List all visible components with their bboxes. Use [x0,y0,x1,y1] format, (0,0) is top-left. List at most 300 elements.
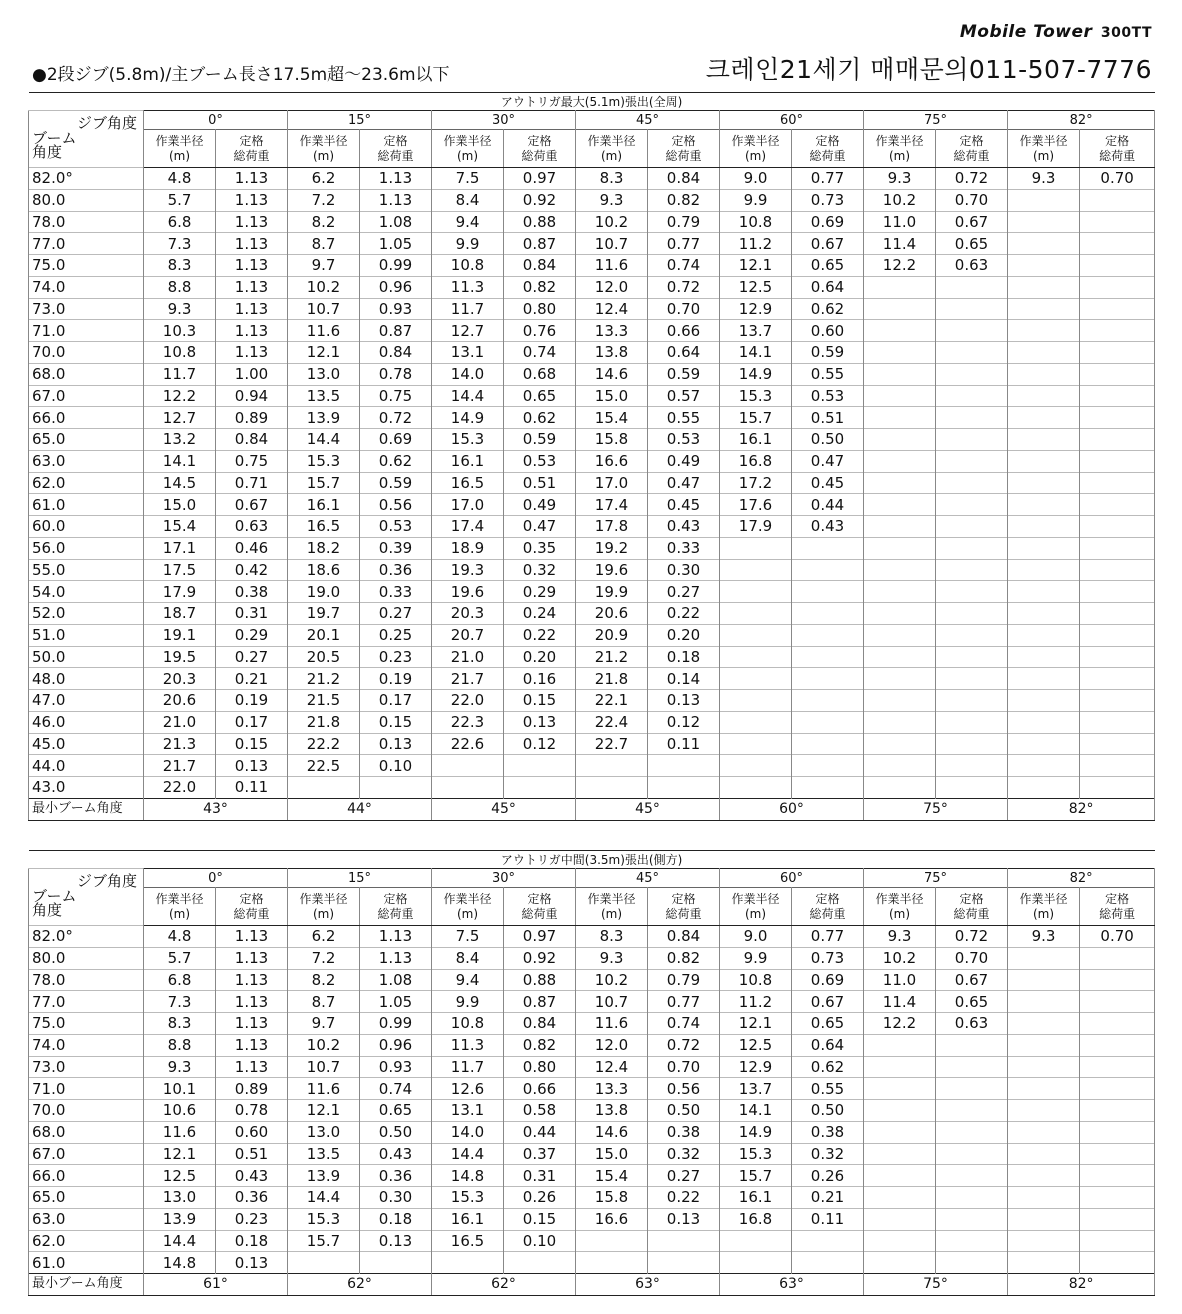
radius-cell: 9.3 [576,947,648,969]
load-cell: 1.13 [216,276,288,298]
radius-cell: 15.3 [432,429,504,451]
table-caption: アウトリガ最大(5.1m)張出(全周) [29,93,1155,111]
load-header: 定格 総荷重 [648,888,720,926]
radius-cell [1008,494,1080,516]
min-boom-angle-row [29,1274,1155,1296]
load-cell [1080,189,1155,211]
load-cell: 0.74 [504,342,576,364]
radius-cell: 10.7 [576,991,648,1013]
radius-cell: 21.7 [432,668,504,690]
contact-text: 크레인21세기 매매문의011-507-7776 [705,55,1152,84]
table-row [29,1143,1155,1165]
load-cell: 1.13 [360,947,432,969]
load-cell: 1.13 [216,926,288,948]
radius-cell [1008,233,1080,255]
load-cell: 0.43 [792,516,864,538]
load-cell: 1.13 [360,189,432,211]
load-cell: 0.55 [648,407,720,429]
boom-angle-cell: 73.0 [29,298,144,320]
table-row [29,407,1155,429]
radius-cell [1008,711,1080,733]
radius-cell: 12.2 [864,1013,936,1035]
radius-cell: 19.7 [288,603,360,625]
radius-cell: 16.8 [720,1208,792,1230]
radius-cell [720,581,792,603]
load-cell [936,624,1008,646]
load-cell: 0.51 [504,472,576,494]
jib-angle-header: 30° [432,111,576,130]
load-cell: 1.13 [360,168,432,190]
load-cell [1080,494,1155,516]
radius-cell [720,559,792,581]
radius-cell: 14.0 [432,363,504,385]
radius-cell: 16.5 [432,1230,504,1252]
load-header: 定格 総荷重 [1080,888,1155,926]
radius-cell: 9.3 [144,298,216,320]
load-cell: 1.13 [360,926,432,948]
table-row [29,1013,1155,1035]
radius-cell: 12.7 [144,407,216,429]
radius-cell: 12.7 [432,320,504,342]
radius-cell [1008,1013,1080,1035]
load-cell: 1.13 [216,991,288,1013]
radius-cell: 14.8 [432,1165,504,1187]
load-cell: 0.32 [648,1143,720,1165]
radius-cell: 11.7 [144,363,216,385]
radius-cell: 9.9 [720,189,792,211]
table-row [29,429,1155,451]
radius-cell: 16.8 [720,450,792,472]
load-cell: 0.51 [792,407,864,429]
boom-angle-cell: 48.0 [29,668,144,690]
radius-cell: 21.7 [144,755,216,777]
load-cell: 0.63 [936,1013,1008,1035]
radius-cell: 19.9 [576,581,648,603]
load-cell: 0.77 [648,991,720,1013]
load-cell [1080,777,1155,799]
load-cell [1080,711,1155,733]
radius-cell: 22.7 [576,733,648,755]
boom-angle-cell: 61.0 [29,494,144,516]
table-row [29,926,1155,948]
radius-cell [1008,1252,1080,1274]
load-cell [1080,537,1155,559]
radius-cell [1008,991,1080,1013]
radius-cell: 13.7 [720,1078,792,1100]
radius-cell: 15.0 [576,1143,648,1165]
load-cell [648,777,720,799]
table-row [29,777,1155,799]
radius-header: 作業半径 (m) [576,888,648,926]
boom-angle-cell: 54.0 [29,581,144,603]
load-cell [1080,1078,1155,1100]
load-cell [792,1230,864,1252]
radius-cell: 21.3 [144,733,216,755]
load-cell [1080,276,1155,298]
load-cell [1080,298,1155,320]
load-header: 定格 総荷重 [360,888,432,926]
radius-header: 作業半径 (m) [288,888,360,926]
radius-cell: 22.4 [576,711,648,733]
load-cell: 0.29 [216,624,288,646]
load-cell [936,363,1008,385]
radius-cell [864,320,936,342]
load-cell: 0.10 [504,1230,576,1252]
radius-cell: 12.1 [720,1013,792,1035]
radius-cell: 8.7 [288,991,360,1013]
radius-cell [720,690,792,712]
load-cell: 0.73 [792,189,864,211]
boom-angle-cell: 71.0 [29,1078,144,1100]
jib-angle-header: 45° [576,869,720,888]
radius-cell [864,733,936,755]
load-header: 定格 総荷重 [792,130,864,168]
radius-cell: 11.2 [720,991,792,1013]
load-cell: 0.93 [360,298,432,320]
radius-cell: 10.8 [432,255,504,277]
table-row [29,581,1155,603]
load-cell: 0.72 [936,168,1008,190]
load-cell: 0.15 [504,690,576,712]
load-cell: 0.67 [216,494,288,516]
load-cell [1080,733,1155,755]
load-header: 定格 総荷重 [504,130,576,168]
load-cell: 0.93 [360,1056,432,1078]
radius-cell: 14.6 [576,1121,648,1143]
load-cell: 0.65 [936,233,1008,255]
load-cell: 1.08 [360,969,432,991]
radius-cell [1008,537,1080,559]
radius-cell: 19.2 [576,537,648,559]
load-cell: 0.44 [792,494,864,516]
radius-cell [1008,363,1080,385]
radius-cell: 9.3 [864,926,936,948]
radius-cell [864,559,936,581]
table-row [29,947,1155,969]
radius-cell: 14.5 [144,472,216,494]
radius-cell: 6.8 [144,211,216,233]
load-cell [504,1252,576,1274]
radius-cell: 13.1 [432,342,504,364]
brand-name: Mobile Tower [959,22,1093,42]
table-caption: アウトリガ中間(3.5m)張出(側方) [29,851,1155,869]
load-cell: 1.13 [216,189,288,211]
load-cell: 0.13 [216,1252,288,1274]
load-cell [936,1165,1008,1187]
load-cell: 0.65 [504,385,576,407]
load-cell: 0.70 [936,947,1008,969]
radius-cell: 22.2 [288,733,360,755]
radius-cell [1008,472,1080,494]
load-cell [1080,991,1155,1013]
radius-cell: 8.8 [144,276,216,298]
load-cell [648,755,720,777]
boom-angle-cell: 62.0 [29,472,144,494]
load-cell: 0.78 [216,1100,288,1122]
load-cell: 0.69 [792,211,864,233]
load-cell [936,646,1008,668]
radius-cell [864,363,936,385]
load-cell: 0.74 [648,1013,720,1035]
jib-angle-label: ジブ角度 [76,872,137,890]
radius-cell: 9.7 [288,1013,360,1035]
jib-angle-header: 75° [864,869,1008,888]
load-cell: 0.47 [504,516,576,538]
radius-cell: 14.1 [144,450,216,472]
load-cell: 0.62 [504,407,576,429]
table-row [29,211,1155,233]
radius-cell: 10.2 [576,211,648,233]
radius-cell: 15.0 [144,494,216,516]
table-row [29,969,1155,991]
radius-cell: 15.7 [720,1165,792,1187]
radius-cell: 9.4 [432,969,504,991]
radius-cell [720,755,792,777]
load-cell [1080,1056,1155,1078]
load-header: 定格 総荷重 [1080,130,1155,168]
load-cell: 1.13 [216,1013,288,1035]
min-boom-angle-label: 最小ブーム角度 [29,1274,144,1296]
load-cell: 0.30 [648,559,720,581]
radius-cell: 21.8 [576,668,648,690]
radius-cell [432,1252,504,1274]
radius-cell: 11.7 [432,298,504,320]
radius-cell: 21.2 [576,646,648,668]
load-cell: 0.66 [648,320,720,342]
jib-angle-header: 82° [1008,111,1155,130]
radius-cell: 13.2 [144,429,216,451]
radius-header: 作業半径 (m) [576,130,648,168]
radius-cell [720,668,792,690]
load-cell: 1.08 [360,211,432,233]
radius-cell: 17.4 [432,516,504,538]
load-header: 定格 総荷重 [792,888,864,926]
radius-cell: 18.6 [288,559,360,581]
radius-cell [1008,646,1080,668]
radius-cell [1008,450,1080,472]
load-cell [1080,559,1155,581]
load-cell [1080,1100,1155,1122]
boom-angle-cell: 45.0 [29,733,144,755]
load-cell: 0.84 [504,1013,576,1035]
load-cell: 0.77 [792,168,864,190]
radius-cell: 10.6 [144,1100,216,1122]
load-cell [792,624,864,646]
radius-cell: 8.3 [144,1013,216,1035]
load-cell: 0.22 [648,1187,720,1209]
radius-cell: 16.1 [432,450,504,472]
load-cell: 0.37 [504,1143,576,1165]
boom-angle-cell: 80.0 [29,947,144,969]
load-cell: 0.67 [792,233,864,255]
radius-cell: 13.3 [576,1078,648,1100]
radius-cell: 8.7 [288,233,360,255]
load-cell [792,668,864,690]
boom-angle-cell: 61.0 [29,1252,144,1274]
load-cell [792,603,864,625]
boom-angle-cell: 46.0 [29,711,144,733]
load-cell: 0.63 [216,516,288,538]
load-cell: 0.36 [360,1165,432,1187]
load-cell [936,777,1008,799]
load-cell [936,1056,1008,1078]
radius-cell: 15.4 [144,516,216,538]
jib-angle-header: 15° [288,869,432,888]
radius-cell [1008,559,1080,581]
radius-cell: 15.4 [576,1165,648,1187]
radius-cell [864,1100,936,1122]
load-cell: 0.11 [216,777,288,799]
radius-cell: 14.4 [288,1187,360,1209]
load-cell: 0.72 [648,276,720,298]
table-row [29,189,1155,211]
radius-cell [864,537,936,559]
brand-model: 300TT [1100,25,1152,41]
load-cell [792,777,864,799]
radius-cell: 10.3 [144,320,216,342]
radius-cell: 5.7 [144,947,216,969]
load-cell: 0.82 [648,947,720,969]
boom-angle-cell: 62.0 [29,1230,144,1252]
load-cell [1080,407,1155,429]
load-cell [1080,320,1155,342]
load-cell [1080,581,1155,603]
load-cell: 0.51 [216,1143,288,1165]
load-cell: 0.62 [360,450,432,472]
load-cell [936,342,1008,364]
radius-cell: 14.4 [432,385,504,407]
load-cell [1080,603,1155,625]
boom-angle-cell: 78.0 [29,211,144,233]
radius-cell [864,342,936,364]
load-cell [648,1230,720,1252]
load-cell: 0.33 [360,581,432,603]
radius-cell [1008,690,1080,712]
load-cell: 0.77 [792,926,864,948]
radius-cell [864,1056,936,1078]
boom-angle-cell: 50.0 [29,646,144,668]
radius-cell: 16.1 [288,494,360,516]
load-cell [936,429,1008,451]
radius-cell [864,494,936,516]
radius-cell: 19.6 [576,559,648,581]
radius-cell: 14.8 [144,1252,216,1274]
load-cell: 0.99 [360,255,432,277]
radius-cell: 15.4 [576,407,648,429]
radius-cell [1008,733,1080,755]
radius-cell [1008,603,1080,625]
load-cell: 0.13 [648,1208,720,1230]
radius-cell: 20.3 [144,668,216,690]
load-cell: 1.13 [216,1034,288,1056]
jib-angle-header: 75° [864,111,1008,130]
load-cell: 0.18 [360,1208,432,1230]
load-cell [792,690,864,712]
load-cell: 0.27 [360,603,432,625]
jib-angle-header: 60° [720,111,864,130]
radius-cell: 12.1 [720,255,792,277]
table-row [29,1056,1155,1078]
load-cell [936,733,1008,755]
load-cell [936,1100,1008,1122]
load-cell: 0.55 [792,1078,864,1100]
radius-cell [1008,581,1080,603]
boom-angle-cell: 68.0 [29,363,144,385]
load-cell: 0.56 [648,1078,720,1100]
radius-cell [576,755,648,777]
boom-angle-cell: 52.0 [29,603,144,625]
radius-cell [432,777,504,799]
radius-cell: 9.7 [288,255,360,277]
load-cell: 0.87 [504,233,576,255]
boom-angle-cell: 55.0 [29,559,144,581]
load-cell: 0.59 [360,472,432,494]
radius-cell: 9.9 [432,991,504,1013]
load-cell: 0.75 [216,450,288,472]
load-cell [936,516,1008,538]
radius-cell: 6.2 [288,926,360,948]
load-cell: 0.92 [504,947,576,969]
radius-cell: 14.6 [576,363,648,385]
load-cell [360,777,432,799]
load-cell: 0.38 [216,581,288,603]
load-cell [936,472,1008,494]
radius-cell: 20.9 [576,624,648,646]
load-cell: 1.13 [216,211,288,233]
radius-cell: 7.3 [144,991,216,1013]
radius-cell [864,1208,936,1230]
min-boom-angle-cell: 62° [288,1274,432,1296]
corner-header [29,111,144,168]
radius-cell: 17.9 [144,581,216,603]
radius-cell: 13.0 [288,1121,360,1143]
load-cell: 0.80 [504,298,576,320]
load-cell: 0.99 [360,1013,432,1035]
load-cell: 0.87 [360,320,432,342]
load-cell: 0.65 [936,991,1008,1013]
load-cell [1080,1230,1155,1252]
table-row [29,385,1155,407]
load-cell: 0.92 [504,189,576,211]
load-cell [1080,969,1155,991]
load-cell: 0.69 [792,969,864,991]
load-cell [792,733,864,755]
radius-cell: 22.3 [432,711,504,733]
radius-cell: 9.0 [720,926,792,948]
radius-cell: 9.0 [720,168,792,190]
radius-cell [576,1230,648,1252]
load-cell: 0.38 [648,1121,720,1143]
min-boom-angle-cell: 45° [576,798,720,820]
radius-cell [1008,755,1080,777]
radius-cell [720,1230,792,1252]
table-row [29,233,1155,255]
radius-cell: 10.2 [864,189,936,211]
boom-angle-cell: 75.0 [29,1013,144,1035]
load-cell: 0.74 [360,1078,432,1100]
boom-angle-cell: 77.0 [29,991,144,1013]
load-cell [936,450,1008,472]
table-row [29,255,1155,277]
radius-cell: 22.6 [432,733,504,755]
radius-cell [864,1078,936,1100]
table-row [29,603,1155,625]
radius-cell [1008,255,1080,277]
radius-cell: 22.1 [576,690,648,712]
radius-cell: 12.6 [432,1078,504,1100]
radius-cell [864,668,936,690]
load-cell: 0.84 [504,255,576,277]
